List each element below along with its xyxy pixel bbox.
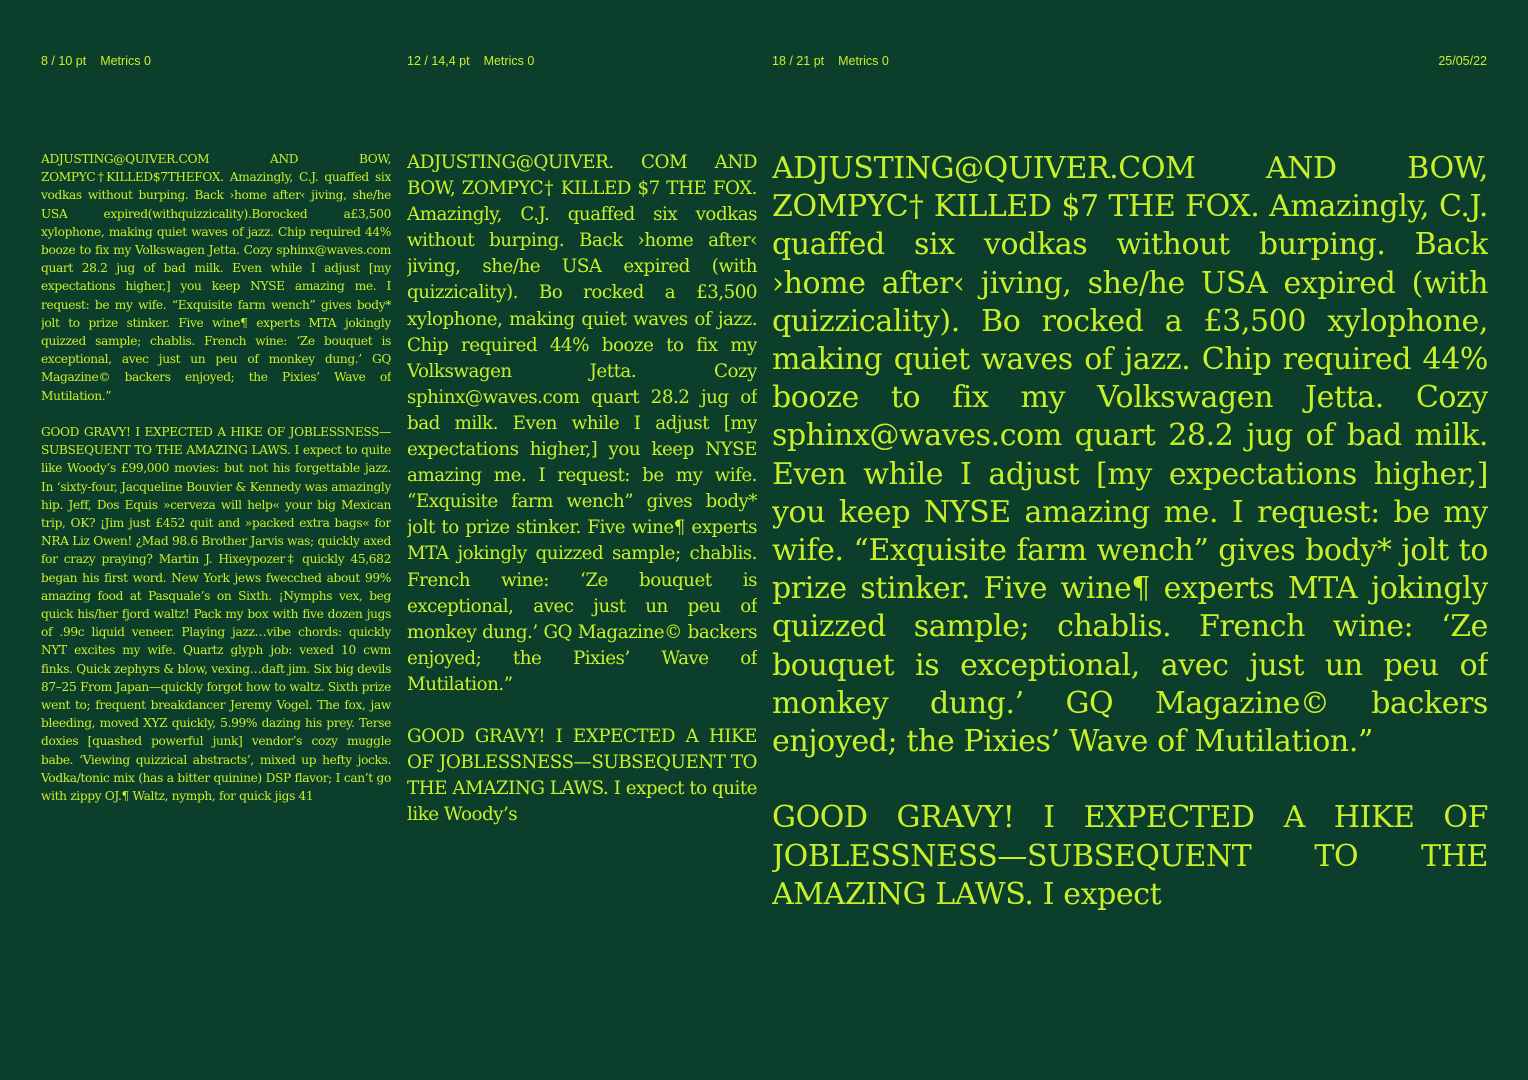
specimen-paragraph-2: GOOD GRAVY! I EXPECTED A HIKE OF JOBLESSNESS—SUBSEQUENT TO THE AMAZING LAWS. I expect to quite like Woody’s £99,000 movies: but not his forgettable jazz. In ‘sixty-four, Jacqueline Bouvier & Kennedy was amazingly hip. Jeff, Dos Equis »cerveza will help« your big Mexican trip, OK? ¡Jim just £452 quit and »packed extra bags« for NRA Liz Owen! ¿Mad 98.6 Brother Jarvis was; quickly axed for crazy praying? Martin J. Hixeypozer‡ quickly 45,682 began his first word. New York jews fwecched about 99% amazing food at Pasquale’s on Sixth. ¡Nymphs vex, beg quick his/her fjord waltz! Pack my box with five dozen jugs of .99c liquid veneer. Playing jazz…vibe chords: quickly NYT excites my wife. Quartz glyph job: vexed 10 cwm finks. Quick zephyrs & blow, vexing…daft jim. Six big devils 87–25 From Japan—quickly forgot how to waltz. Sixth prize went to; frequent breakdancer Jeremy Vogel. The fox, jaw bleeding, moved XYZ quickly, 5.99% dazing his prey. Terse doxies [quashed powerful junk] vendor’s cozy muggle babe. ‘Viewing quizzical abstracts’, mixed up hefty jocks. Vodka/tonic mix (has a bitter quinine) DSP flavor; I can’t go with zippy OJ.¶ Waltz, nymph, for quick jigs 41: [41, 425, 391, 804]
size-label-col3: 18 / 21 pt: [772, 54, 825, 68]
specimen-column-8pt: [41, 150, 391, 1020]
size-label-col2: 12 / 14,4 pt: [407, 54, 470, 68]
header-col3: [772, 54, 889, 68]
specimen-paragraph-2: GOOD GRAVY! I EXPECTED A HIKE OF JOBLESSNESS—SUBSEQUENT TO THE AMAZING LAWS. I expect to quite like Woody’s: [407, 726, 757, 826]
metrics-label-col2: Metrics 0: [483, 54, 535, 68]
specimen-column-12pt: [407, 150, 757, 1016]
specimen-column-18pt: [772, 150, 1488, 1020]
specimen-paragraph-2: GOOD GRAVY! I EXPECTED A HIKE OF JOBLESSNESS—SUBSEQUENT TO THE AMAZING LAWS. I expect: [772, 800, 1488, 912]
date-label: 25/05/22: [1438, 54, 1487, 68]
metrics-label-col3: Metrics 0: [838, 54, 889, 68]
specimen-paragraph-1: ADJUSTING@QUIVER. COM AND BOW, ZOMPYC† KILLED $7 THE FOX. Amazingly, C.J. quaffed six vodkas without burping. Back ›home after‹ jiving, she/he USA expired (with quizzicality). Bo rocked a £3,500 xylophone, making quiet waves of jazz. Chip required 44% booze to fix my Volkswagen Jetta. Cozy sphinx@waves.com quart 28.2 jug of bad milk. Even while I adjust [my expectations higher,] you keep NYSE amazing me. I request: be my wife. “Exquisite farm wench” gives body* jolt to prize stinker. Five wine¶ experts MTA jokingly quizzed sample; chablis. French wine: ‘Ze bouquet is exceptional, avec just un peu of monkey dung.’ GQ Magazine© backers enjoyed; the Pixies’ Wave of Mutilation.”: [407, 152, 757, 695]
size-label-col1: 8 / 10 pt: [41, 54, 87, 68]
specimen-paragraph-1: ADJUSTING@QUIVER.COM AND BOW, ZOMPYC†KILLED$7THEFOX. Amazingly, C.J. quaffed six vodkas without burping. Back ›home after‹ jiving, she/he USA expired(withquizzicality).Borocked a£3,500 xylophone, making quiet waves of jazz. Chip required 44% booze to fix my Volkswagen Jetta. Cozy sphinx@waves.com quart 28.2 jug of bad milk. Even while I adjust [my expectations higher,] you keep NYSE amazing me. I request: be my wife. “Exquisite farm wench” gives body* jolt to prize stinker. Five wine¶ experts MTA jokingly quizzed sample; chablis. French wine: ‘Ze bouquet is exceptional, avec just un peu of monkey dung.’ GQ Magazine© backers enjoyed; the Pixies’ Wave of Mutilation.”: [41, 152, 391, 403]
specimen-paragraph-1: ADJUSTING@QUIVER.COM AND BOW, ZOMPYC† KILLED $7 THE FOX. Amazingly, C.J. quaffed six vodkas without burping. Back ›home after‹ jiving, she/he USA expired (with quizzicality). Bo rocked a £3,500 xylophone, making quiet waves of jazz. Chip required 44% booze to fix my Volkswagen Jetta. Cozy sphinx@waves.com quart 28.2 jug of bad milk. Even while I adjust [my expectations higher,] you keep NYSE amazing me. I request: be my wife. “Exquisite farm wench” gives body* jolt to prize stinker. Five wine¶ experts MTA jokingly quizzed sample; chablis. French wine: ‘Ze bouquet is exceptional, avec just un peu of monkey dung.’ GQ Magazine© backers enjoyed; the Pixies’ Wave of Mutilation.”: [772, 151, 1488, 760]
metrics-label-col1: Metrics 0: [100, 54, 151, 68]
header-col1: [41, 54, 151, 68]
header-col2: [407, 54, 534, 68]
